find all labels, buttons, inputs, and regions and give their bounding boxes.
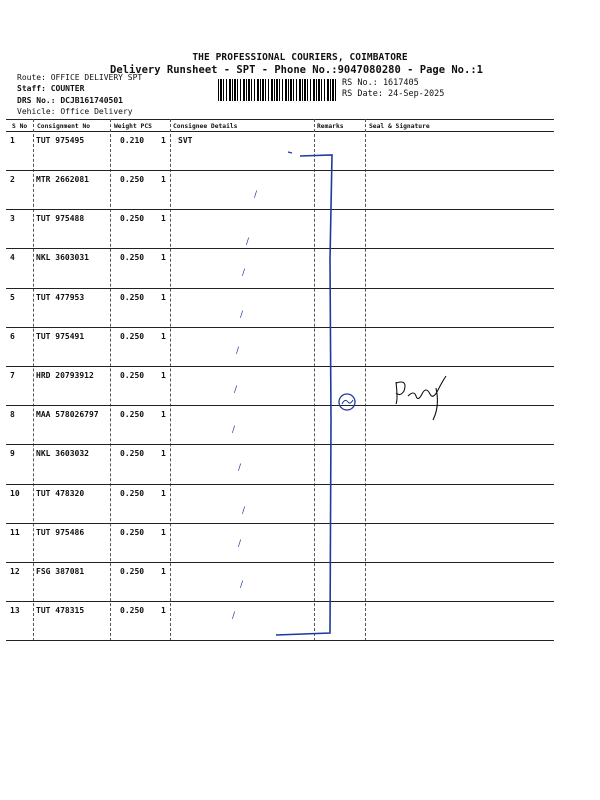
- row-pcs: 1: [161, 410, 166, 419]
- row-weight: 0.210: [120, 136, 145, 145]
- row-sno: 7: [10, 371, 15, 380]
- tick-mark: ∕: [240, 580, 244, 590]
- row-consignment: MTR 2662081: [36, 175, 89, 184]
- row-weight: 0.250: [120, 175, 145, 184]
- row-pcs: 1: [161, 293, 166, 302]
- row-pcs: 1: [161, 332, 166, 341]
- row-consignment: TUT 477953: [36, 293, 85, 302]
- tick-mark: ∕: [234, 385, 238, 395]
- row-consignment: TUT 478320: [36, 489, 85, 498]
- tick-mark: ∕: [242, 506, 246, 516]
- ink-bracket-line: [276, 155, 332, 635]
- runsheet-title: Delivery Runsheet - SPT - Phone No.:9047080280 - Page No.:1: [110, 64, 483, 76]
- row-sno: 1: [10, 136, 15, 145]
- row-pcs: 1: [161, 175, 166, 184]
- row-weight: 0.250: [120, 606, 145, 615]
- tick-mark: ∕: [246, 237, 250, 247]
- row-weight: 0.250: [120, 293, 145, 302]
- row-pcs: 1: [161, 136, 166, 145]
- row-pcs: 1: [161, 567, 166, 576]
- row-consignment: TUT 975488: [36, 214, 85, 223]
- row-weight: 0.250: [120, 253, 145, 262]
- col-seal: Seal & Signature: [369, 123, 430, 130]
- col-weight-pcs: Weight PCS: [114, 123, 152, 130]
- row-consignment: NKL 3603031: [36, 253, 89, 262]
- rs-number: RS No.: 1617405: [342, 78, 419, 88]
- ink-dash: [288, 152, 292, 153]
- row-sno: 10: [10, 489, 20, 498]
- row-weight: 0.250: [120, 449, 145, 458]
- stamp-circle-icon: [339, 394, 355, 410]
- row-consignment: HRD 20793912: [36, 371, 94, 380]
- row-consignment: FSG 387081: [36, 567, 85, 576]
- row-sno: 4: [10, 253, 15, 262]
- col-consignment: Consignment No: [37, 123, 91, 130]
- row-weight: 0.250: [120, 332, 145, 341]
- row-pcs: 1: [161, 489, 166, 498]
- row-weight: 0.250: [120, 567, 145, 576]
- row-weight: 0.250: [120, 371, 145, 380]
- vehicle-label: Vehicle: Office Delivery: [17, 107, 133, 116]
- row-sno: 5: [10, 293, 15, 302]
- row-consignment: TUT 975486: [36, 528, 85, 537]
- row-sno: 9: [10, 449, 15, 458]
- row-sno: 3: [10, 214, 15, 223]
- company-title: THE PROFESSIONAL COURIERS, COIMBATORE: [192, 52, 408, 63]
- tick-mark: ∕: [240, 310, 244, 320]
- signature-icon: [396, 376, 446, 420]
- row-consignment: MAA 578026797: [36, 410, 99, 419]
- row-weight: 0.250: [120, 489, 145, 498]
- drs-number: DRS No.: DCJB161740501: [17, 96, 123, 105]
- row-weight: 0.250: [120, 214, 145, 223]
- tick-mark: ∕: [232, 611, 236, 621]
- row-weight: 0.250: [120, 528, 145, 537]
- tick-mark: ∕: [232, 425, 236, 435]
- row-consignment: TUT 478315: [36, 606, 85, 615]
- row-pcs: 1: [161, 528, 166, 537]
- row-sno: 6: [10, 332, 15, 341]
- tick-mark: ∕: [238, 539, 242, 549]
- col-remarks: Remarks: [317, 123, 344, 130]
- row-details: SVT: [178, 136, 193, 145]
- row-pcs: 1: [161, 371, 166, 380]
- tick-mark: ∕: [242, 268, 246, 278]
- rs-date: RS Date: 24-Sep-2025: [342, 89, 445, 99]
- tick-mark: ∕: [236, 346, 240, 356]
- row-weight: 0.250: [120, 410, 145, 419]
- row-sno: 2: [10, 175, 15, 184]
- row-consignment: TUT 975491: [36, 332, 85, 341]
- row-consignment: TUT 975495: [36, 136, 85, 145]
- row-pcs: 1: [161, 253, 166, 262]
- tick-mark: ∕: [238, 463, 242, 473]
- row-sno: 8: [10, 410, 15, 419]
- staff-label: Staff: COUNTER: [17, 84, 85, 93]
- tick-mark: ∕: [254, 190, 258, 200]
- stamp-mark: [342, 400, 353, 404]
- col-details: Consignee Details: [173, 123, 238, 130]
- row-pcs: 1: [161, 214, 166, 223]
- row-sno: 11: [10, 528, 20, 537]
- row-pcs: 1: [161, 449, 166, 458]
- row-sno: 13: [10, 606, 20, 615]
- row-consignment: NKL 3603032: [36, 449, 89, 458]
- row-pcs: 1: [161, 606, 166, 615]
- col-sno: S No: [12, 123, 28, 130]
- row-sno: 12: [10, 567, 20, 576]
- route-label: Route: OFFICE DELIVERY SPT: [17, 73, 143, 82]
